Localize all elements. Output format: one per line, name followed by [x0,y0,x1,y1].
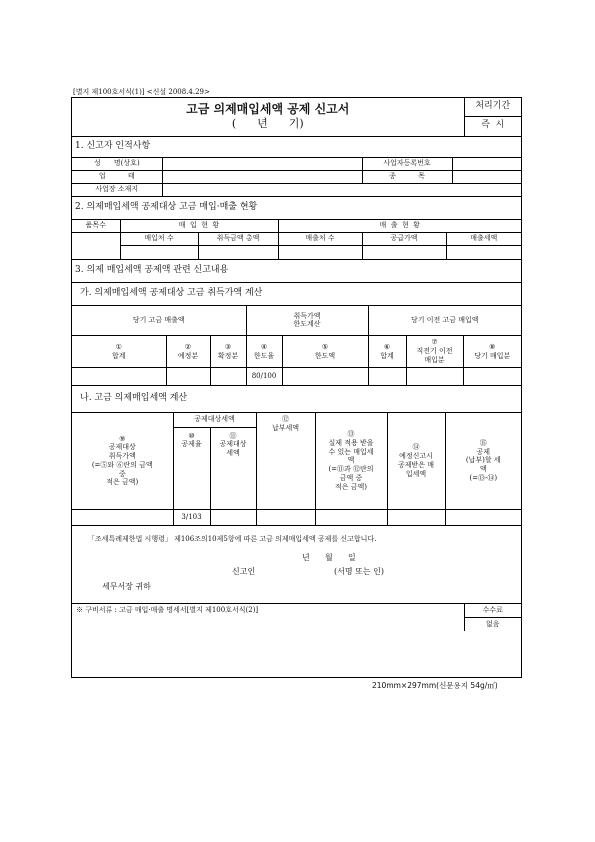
section-1 [72,137,521,197]
qty-field[interactable] [72,232,120,259]
sales-header: 매 출 현 황 [278,219,521,232]
col-10-header: ⑩ 공제율 [173,427,210,509]
col-5-header: ⑤ 한도액 [282,336,368,368]
col-12-header: ⑫ 납부세액 [256,413,315,509]
section-3b [72,386,521,413]
section-3b-title: 나. 고금 의제매입세액 계산 [72,386,521,413]
col-12-field[interactable] [256,509,315,525]
recipient: 세무서장 귀하 [102,581,151,591]
buy-count-field[interactable] [120,245,198,259]
attachment-note: ※ 구비서류 : 고금 매입·매출 명세서[별지 제100호서식(2)] [72,603,464,631]
item-field[interactable] [452,170,521,183]
date-line[interactable]: 년 월 일 [302,552,356,562]
addr-field[interactable] [162,183,521,196]
section-3a-title: 가. 의제매입세액 공제대상 고금 취득가액 계산 [72,282,521,305]
col-6-field[interactable] [368,368,406,386]
col-9-field[interactable] [72,509,173,525]
form-number: [별지 제100호서식(1)] <신설 2008.4.29> [73,88,210,96]
section-3 [72,260,521,306]
addr-label: 사업장 소재지 [72,183,162,196]
signature-field[interactable]: (서명 또는 인) [334,566,384,576]
buy-amount-label: 취득금액 총액 [198,232,278,245]
declarant-label: 신고인 [232,566,256,576]
col-14-header: ⑭ 예정신고시 공제받은 매 입세액 [387,413,445,509]
col-2-header: ② 예정분 [166,336,210,368]
col-1-field[interactable] [72,368,166,386]
col-11-field[interactable] [210,509,256,525]
col-3-field[interactable] [210,368,246,386]
section-3-title: 3. 의제 매입세액 공제액 관련 신고내용 [72,260,521,283]
col-7-field[interactable] [406,368,463,386]
limit-rate: 80/100 [246,368,282,386]
paper-spec: 210mm×297mm(신문용지 54g/㎡) [372,681,498,690]
fee-value: 없음 [464,617,521,631]
period-label: 처리기간 [464,98,521,116]
qty-label: 품목수 [72,219,120,232]
trade-field[interactable] [162,170,362,183]
col-5-field[interactable] [282,368,368,386]
col-15-header: ⑮ 공제 (납부)할 세 액 (=⑬-⑭) [445,413,521,509]
col-1-header: ① 합계 [72,336,166,368]
bizno-field[interactable] [452,157,521,170]
section-2 [72,197,521,260]
col-13-header: ⑬ 실제 적용 받을 수 있는 매입세 액 (=⑪과 ⑫란의 금액 중 적은 금액) [315,413,387,509]
page-title: 고금 의제매입세액 공제 신고서 [186,102,350,117]
sell-count-field[interactable] [278,245,362,259]
bizno-label: 사업자등록번호 [362,157,452,170]
section-1-title: 1. 신고자 인적사항 [72,137,521,158]
col-3-header: ③ 확정분 [210,336,246,368]
deduction-table [72,413,521,526]
col-14-field[interactable] [387,509,445,525]
col-7-header: ⑦ 직전기 이전 매입분 [406,336,463,368]
name-field[interactable] [162,157,362,170]
buy-count-label: 매입처 수 [120,232,198,245]
deduct-rate: 3/103 [173,509,210,525]
col-4-header: ④ 한도율 [246,336,282,368]
declaration-text: 「조세특례제한법 시행령」 제106조의10제5항에 따른 고금 의제매입세액 공제를 신고합니다. [88,534,377,543]
attachment-table [72,603,521,632]
report-form [71,97,522,678]
col-11-header: ⑪ 공제대상 세액 [210,427,256,509]
fee-label: 수수료 [464,603,521,617]
sell-supply-field[interactable] [362,245,446,259]
ga-limit-header: 취득가액 한도계산 [246,306,368,336]
trade-label: 업 태 [72,170,162,183]
sell-tax-field[interactable] [446,245,521,259]
item-label: 종 목 [362,170,452,183]
col-8-header: ⑧ 당기 매입분 [463,336,521,368]
ga-prev-header: 당기 이전 고금 매입액 [368,306,521,336]
sell-supply-label: 공급가액 [362,232,446,245]
ga-sales-header: 당기 고금 매출액 [72,306,246,336]
purchase-header: 매 입 현 황 [120,219,278,232]
col-6-header: ⑥ 합계 [368,336,406,368]
deduct-header: 공제대상세액 [173,413,256,427]
col-9-header: ⑨ 공제대상 취득가액 (=⑤와 ⑥란의 금액 중 적은 금액) [72,413,173,509]
col-8-field[interactable] [463,368,521,386]
col-2-field[interactable] [166,368,210,386]
name-label: 성 명(상호) [72,157,162,170]
period-value: 즉 시 [464,116,521,136]
col-13-field[interactable] [315,509,387,525]
declaration-block [72,526,521,603]
form-header [72,98,521,137]
sell-count-label: 매출처 수 [278,232,362,245]
buy-amount-field[interactable] [198,245,278,259]
section-2-title: 2. 의제매입세액 공제대상 고금 매입·매출 현황 [72,197,521,220]
acquisition-table [72,306,521,387]
page-subtitle: ( 년 기) [231,117,304,131]
col-15-field[interactable] [445,509,521,525]
sell-tax-label: 매출세액 [446,232,521,245]
